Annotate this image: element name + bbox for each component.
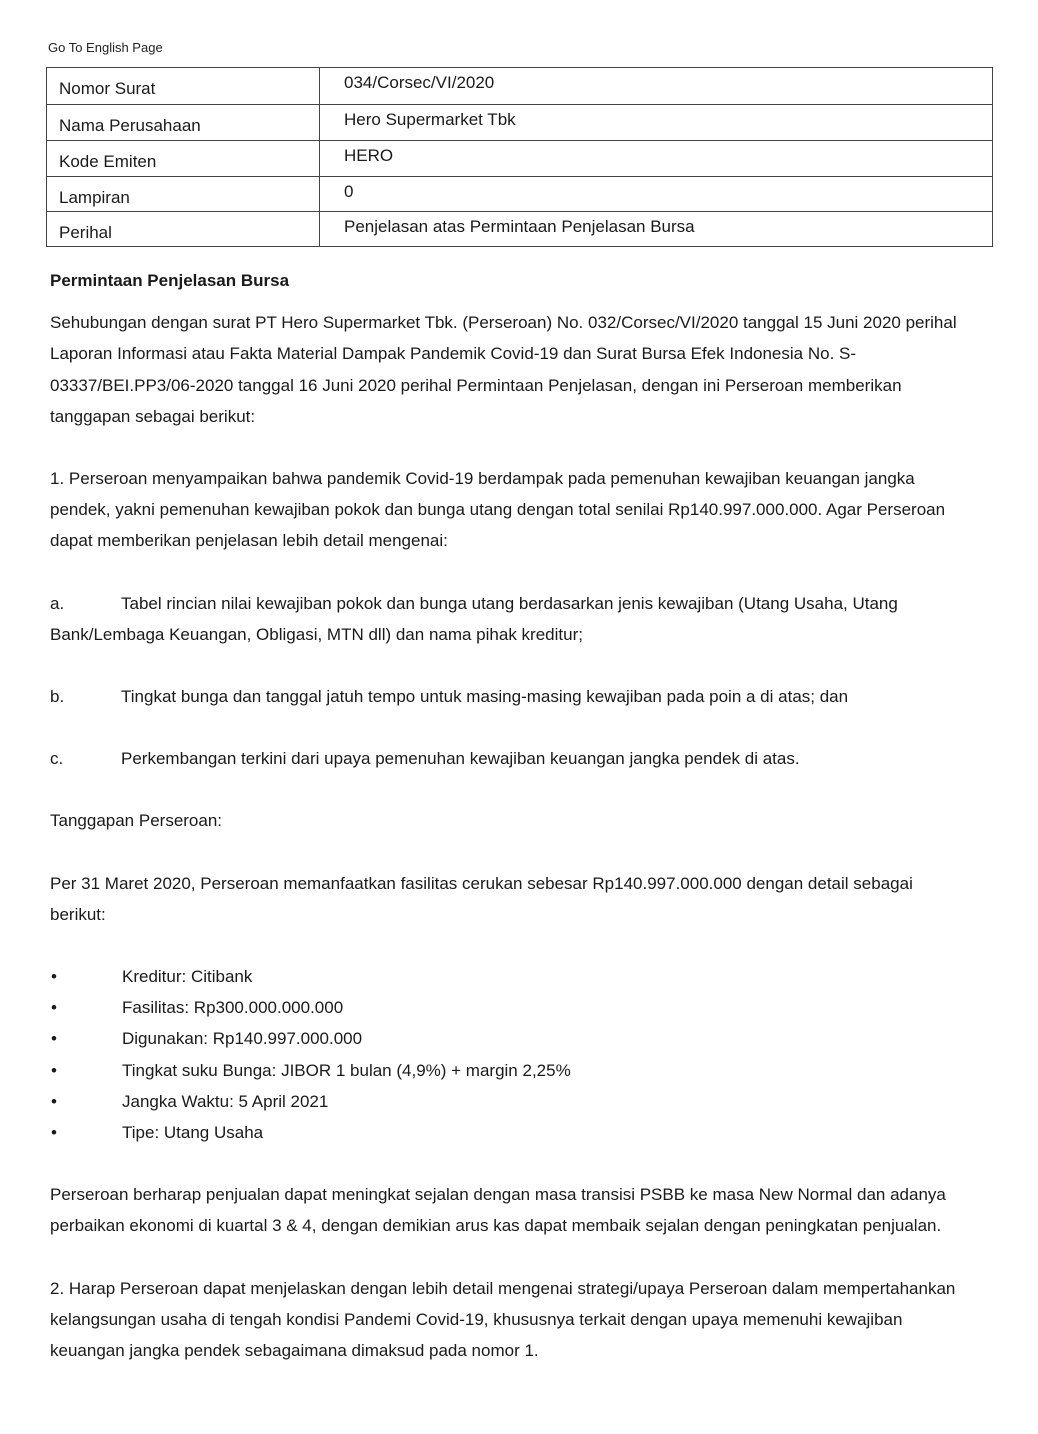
perihal-value: Penjelasan atas Permintaan Penjelasan Bursa [344,217,695,236]
sub-item-marker: c. [50,749,64,769]
announcement-body [50,265,970,1366]
question-2-paragraph: 2. Harap Perseroan dapat menjelaskan dengan lebih detail mengenai strategi/upaya Perseroan dalam mempertahankan kelangsungan usaha di tengah kondisi Pandemi Covid-19, khususnya terkait dengan upaya memenuhi kewajiban keuangan jangka pendek sebagaimana dimaksud pada nomor 1. [50,1278,956,1361]
table-value-cell [320,105,993,141]
table-key-cell [47,177,320,212]
response-label: Tanggapan Perseroan: [50,811,223,831]
sub-item-text: Tingkat bunga dan tanggal jatuh tempo untuk masing-masing kewajiban pada poin a di atas; dan [121,687,849,707]
bullet-marker: • [51,1060,57,1080]
english-page-link[interactable]: Go To English Page [48,40,163,55]
table-row [47,141,993,177]
bullet-marker: • [51,1091,57,1111]
bullet-text: Tipe: Utang Usaha [122,1123,264,1143]
section-heading: Permintaan Penjelasan Bursa [50,271,290,290]
bullet-text: Jangka Waktu: 5 April 2021 [122,1091,329,1111]
list-item [50,1117,970,1148]
table-key-cell [47,212,320,247]
list-item [50,1023,970,1054]
bullet-text: Kreditur: Citibank [122,967,253,987]
sub-item-b [50,681,970,712]
table-value-cell [320,141,993,177]
bullet-marker: • [51,998,57,1018]
sub-item-text: Perkembangan terkini dari upaya pemenuhan kewajiban keuangan jangka pendek di atas. [121,749,800,769]
lampiran-value: 0 [344,182,354,201]
bullet-marker: • [51,967,57,987]
table-value-cell [320,212,993,247]
question-1-paragraph: 1. Perseroan menyampaikan bahwa pandemik Covid-19 berdampak pada pemenuhan kewajiban keuangan jangka pendek, yakni pemenuhan kewajiban pokok dan bunga utang dengan total senilai Rp140.997.000.000. Agar Perseroan dapat memberikan penjelasan lebih detail mengenai: [50,469,946,551]
bullet-marker: • [51,1123,57,1143]
bullet-text: Fasilitas: Rp300.000.000.000 [122,998,344,1018]
table-row [47,105,993,141]
bullet-marker: • [51,1029,57,1049]
bullet-text: Digunakan: Rp140.997.000.000 [122,1029,363,1049]
table-row [47,68,993,105]
list-item [50,1086,970,1117]
list-item [50,1055,970,1086]
nomor-surat-value: 034/Corsec/VI/2020 [344,73,495,92]
sub-item-c [50,743,970,774]
table-key-cell [47,141,320,177]
list-item [50,992,970,1023]
table-value-cell [320,177,993,212]
table-row [47,212,993,247]
nama-perusahaan-value: Hero Supermarket Tbk [344,110,516,129]
table-row [47,177,993,212]
lampiran-label: Lampiran [59,188,130,207]
table-value-cell [320,68,993,105]
bullet-text: Tingkat suku Bunga: JIBOR 1 bulan (4,9%) + margin 2,25% [122,1060,571,1080]
kode-emiten-label: Kode Emiten [59,152,157,171]
perihal-label: Perihal [59,223,112,242]
closing-paragraph: Perseroan berharap penjualan dapat meningkat sejalan dengan masa transisi PSBB ke masa New Normal dan adanya perbaikan ekonomi di kuartal 3 & 4, dengan demikian arus kas dapat membaik sejalan dengan peningkatan penjualan. [50,1185,946,1236]
sub-item-continuation: Bank/Lembaga Keuangan, Obligasi, MTN dll) dan nama pihak kreditur; [50,624,583,644]
sub-item-marker: b. [50,687,65,707]
nomor-surat-label: Nomor Surat [59,79,156,98]
sub-item-a [50,588,970,619]
intro-paragraph: Sehubungan dengan surat PT Hero Supermarket Tbk. (Perseroan) No. 032/Corsec/VI/2020 tanggal 15 Juni 2020 perihal Laporan Informasi atau Fakta Material Dampak Pandemik Covid-19 dan Surat Bursa Efek Indonesia No. S-03337/BEI.PP3/06-2020 tanggal 16 Juni 2020 perihal Permintaan Penjelasan, dengan ini Perseroan memberikan tanggapan sebagai berikut: [50,313,957,426]
response-intro: Per 31 Maret 2020, Perseroan memanfaatkan fasilitas cerukan sebesar Rp140.997.000.000 dengan detail sebagai berikut: [50,873,913,924]
list-item [50,961,970,992]
nama-perusahaan-label: Nama Perusahaan [59,116,201,135]
sub-item-text: Tabel rincian nilai kewajiban pokok dan bunga utang berdasarkan jenis kewajiban (Utang Usaha, Utang [121,593,898,613]
table-key-cell [47,105,320,141]
sub-item-marker: a. [50,593,65,613]
table-key-cell [47,68,320,105]
letter-info-table [46,67,993,247]
kode-emiten-value: HERO [344,146,394,165]
